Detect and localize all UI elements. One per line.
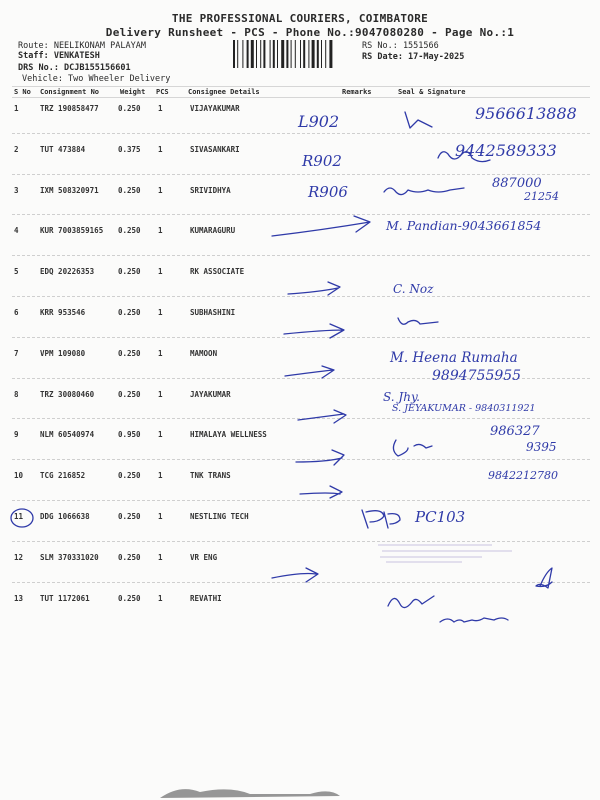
remark-row3: R906 bbox=[308, 183, 348, 201]
row-weight: 0.250 bbox=[118, 553, 141, 562]
barcode-bar bbox=[237, 40, 238, 68]
row-sno: 1 bbox=[14, 104, 19, 113]
phone-row2: 9442589333 bbox=[455, 141, 557, 160]
col-seal: Seal & Signature bbox=[398, 88, 466, 96]
row-consignment: TUT 1172061 bbox=[40, 594, 90, 603]
row-divider bbox=[12, 214, 590, 215]
stamp-initials-row11 bbox=[362, 510, 400, 528]
arrow-row7 bbox=[285, 366, 334, 378]
arrow-row5 bbox=[288, 282, 340, 295]
row-consignee: TNK TRANS bbox=[190, 471, 231, 480]
signature-row9 bbox=[393, 440, 432, 456]
arrow-row8 bbox=[298, 410, 346, 423]
row-pcs: 1 bbox=[158, 226, 163, 235]
rs-date: RS Date: 17-May-2025 bbox=[362, 52, 465, 62]
runsheet-subtitle: Delivery Runsheet - PCS - Phone No.:9047080280 - Page No.:1 bbox=[105, 26, 515, 39]
row-sno: 3 bbox=[14, 186, 19, 195]
row-consignee: VIJAYAKUMAR bbox=[190, 104, 240, 113]
signature-row3 bbox=[384, 188, 464, 195]
rs-number: RS No.: 1551566 bbox=[362, 41, 439, 51]
company-name: THE PROFESSIONAL COURIERS, COIMBATORE bbox=[171, 12, 429, 25]
row-divider bbox=[12, 418, 590, 419]
row-weight: 0.375 bbox=[118, 145, 141, 154]
row-sno: 6 bbox=[14, 308, 19, 317]
barcode-bar bbox=[295, 40, 296, 68]
phone-row3: 887000 bbox=[492, 176, 542, 191]
row-consignment: TCG 216852 bbox=[40, 471, 86, 480]
row-sno: 5 bbox=[14, 267, 19, 276]
barcode-bar bbox=[321, 40, 322, 68]
row-consignment: EDQ 20226353 bbox=[40, 267, 95, 276]
col-pcs: PCS bbox=[156, 88, 169, 96]
row-weight: 0.250 bbox=[118, 594, 141, 603]
row-weight: 0.950 bbox=[118, 430, 141, 439]
phone-row3-b: 21254 bbox=[524, 190, 559, 203]
row-sno: 2 bbox=[14, 145, 19, 154]
header-rule-top bbox=[12, 86, 590, 87]
row-consignment: SLM 370331020 bbox=[40, 553, 99, 562]
row-divider bbox=[12, 500, 590, 501]
barcode-bar bbox=[247, 40, 249, 68]
row-consignee: SRIVIDHYA bbox=[190, 186, 231, 195]
row-consignee: NESTLING TECH bbox=[190, 512, 249, 521]
row-weight: 0.250 bbox=[118, 308, 141, 317]
vehicle-label: Vehicle: Two Wheeler Delivery bbox=[22, 74, 171, 84]
row-weight: 0.250 bbox=[118, 349, 141, 358]
signature-row13 bbox=[388, 596, 434, 608]
barcode-bar bbox=[251, 40, 254, 68]
barcode-bar bbox=[273, 40, 275, 68]
row-sno: 7 bbox=[14, 349, 19, 358]
row-weight: 0.250 bbox=[118, 267, 141, 276]
row-pcs: 1 bbox=[158, 145, 163, 154]
row-divider bbox=[12, 582, 590, 583]
signature-row7: M. Heena Rumaha bbox=[390, 350, 518, 366]
barcode-bar bbox=[233, 40, 235, 68]
row-pcs: 1 bbox=[158, 186, 163, 195]
row-weight: 0.250 bbox=[118, 512, 141, 521]
barcode-bar bbox=[300, 40, 301, 68]
row-consignee: MAMOON bbox=[190, 349, 218, 358]
row-pcs: 1 bbox=[158, 430, 163, 439]
row-consignee: KUMARAGURU bbox=[190, 226, 236, 235]
barcode-bar bbox=[242, 40, 243, 68]
phone-row10: 9842212780 bbox=[488, 469, 558, 482]
staff-label: Staff: VENKATESH bbox=[18, 51, 100, 61]
row-consignee: SIVASANKARI bbox=[190, 145, 240, 154]
row-consignment: DDG 1066638 bbox=[40, 512, 90, 521]
signature-row11: PC103 bbox=[415, 508, 466, 526]
row-consignee: HIMALAYA WELLNESS bbox=[190, 430, 267, 439]
row-pcs: 1 bbox=[158, 512, 163, 521]
barcode-bar bbox=[260, 40, 261, 68]
row-sno: 12 bbox=[14, 553, 24, 562]
row-sno: 11 bbox=[14, 512, 24, 521]
phone-row9: 986327 bbox=[490, 424, 540, 439]
row-sno: 4 bbox=[14, 226, 19, 235]
signature-row6 bbox=[398, 318, 438, 324]
col-weight: Weight bbox=[120, 88, 146, 96]
row-consignee: VR ENG bbox=[190, 553, 218, 562]
row-pcs: 1 bbox=[158, 553, 163, 562]
arrow-row9 bbox=[296, 450, 344, 465]
barcode-bar bbox=[329, 40, 332, 68]
barcode bbox=[232, 40, 356, 68]
col-remarks: Remarks bbox=[342, 88, 372, 96]
phone-row13 bbox=[440, 618, 508, 622]
row-consignee: JAYAKUMAR bbox=[190, 390, 231, 399]
col-details: Consignee Details bbox=[188, 88, 260, 96]
row-pcs: 1 bbox=[158, 104, 163, 113]
row-consignment: NLM 60540974 bbox=[40, 430, 95, 439]
row-consignment: TUT 473884 bbox=[40, 145, 86, 154]
scan-smudge bbox=[160, 789, 340, 798]
remark-row1: L902 bbox=[298, 112, 340, 131]
row-divider bbox=[12, 459, 590, 460]
arrow-row12 bbox=[272, 568, 318, 582]
row-consignee: REVATHI bbox=[190, 594, 222, 603]
row-divider bbox=[12, 255, 590, 256]
row-weight: 0.250 bbox=[118, 226, 141, 235]
row-divider bbox=[12, 174, 590, 175]
barcode-bar bbox=[277, 40, 278, 68]
row-weight: 0.250 bbox=[118, 186, 141, 195]
barcode-bar bbox=[303, 40, 305, 68]
arrow-row4 bbox=[272, 216, 370, 236]
row-pcs: 1 bbox=[158, 594, 163, 603]
signature-row4: M. Pandian-9043661854 bbox=[386, 218, 542, 233]
route-label: Route: NEELIKONAM PALAYAM bbox=[18, 41, 146, 51]
barcode-bar bbox=[270, 40, 271, 68]
row-consignment: VPM 109080 bbox=[40, 349, 86, 358]
header-rule-bottom bbox=[12, 97, 590, 98]
row-sno: 9 bbox=[14, 430, 19, 439]
col-consignment: Consignment No bbox=[40, 88, 100, 96]
signature-row5: C. Noz bbox=[393, 282, 434, 296]
barcode-bar bbox=[325, 40, 326, 68]
row-consignment: IXM 508320971 bbox=[40, 186, 99, 195]
phone-row9-b: 9395 bbox=[526, 440, 557, 454]
row-consignment: KRR 953546 bbox=[40, 308, 86, 317]
row-pcs: 1 bbox=[158, 390, 163, 399]
signature-row1 bbox=[405, 112, 432, 128]
remark-row2: R902 bbox=[302, 152, 342, 170]
row-sno: 13 bbox=[14, 594, 24, 603]
row-sno: 8 bbox=[14, 390, 19, 399]
barcode-bar bbox=[317, 40, 319, 68]
col-sno: S No bbox=[14, 88, 31, 96]
row-weight: 0.250 bbox=[118, 390, 141, 399]
row-consignee: SUBHASHINI bbox=[190, 308, 236, 317]
row-weight: 0.250 bbox=[118, 471, 141, 480]
row-divider bbox=[12, 133, 590, 134]
drs-number: DRS No.: DCJB155156601 bbox=[18, 63, 131, 73]
barcode-bar bbox=[281, 40, 284, 68]
barcode-bar bbox=[256, 40, 257, 68]
signature-row8-name: S. JEYAKUMAR - 9840311921 bbox=[392, 403, 536, 414]
barcode-bar bbox=[312, 40, 315, 68]
faded-stamp bbox=[372, 540, 522, 566]
row-pcs: 1 bbox=[158, 471, 163, 480]
row-consignment: TRZ 30080460 bbox=[40, 390, 95, 399]
barcode-bar bbox=[308, 40, 309, 68]
row-divider bbox=[12, 337, 590, 338]
row-consignment: TRZ 190858477 bbox=[40, 104, 99, 113]
barcode-bar bbox=[263, 40, 265, 68]
arrow-row10 bbox=[300, 486, 342, 498]
row-weight: 0.250 bbox=[118, 104, 141, 113]
row-pcs: 1 bbox=[158, 308, 163, 317]
row-pcs: 1 bbox=[158, 267, 163, 276]
barcode-bar bbox=[286, 40, 288, 68]
phone-row7: 9894755955 bbox=[432, 368, 522, 384]
row-consignee: RK ASSOCIATE bbox=[190, 267, 245, 276]
row-pcs: 1 bbox=[158, 349, 163, 358]
signature-row8: S. Jhy. bbox=[383, 390, 420, 404]
signature-row12 bbox=[536, 568, 552, 588]
barcode-bar bbox=[291, 40, 292, 68]
row-consignment: KUR 7003859165 bbox=[40, 226, 104, 235]
arrow-row6 bbox=[284, 324, 344, 338]
row-divider bbox=[12, 296, 590, 297]
phone-row1: 9566613888 bbox=[475, 104, 577, 123]
row-sno: 10 bbox=[14, 471, 24, 480]
